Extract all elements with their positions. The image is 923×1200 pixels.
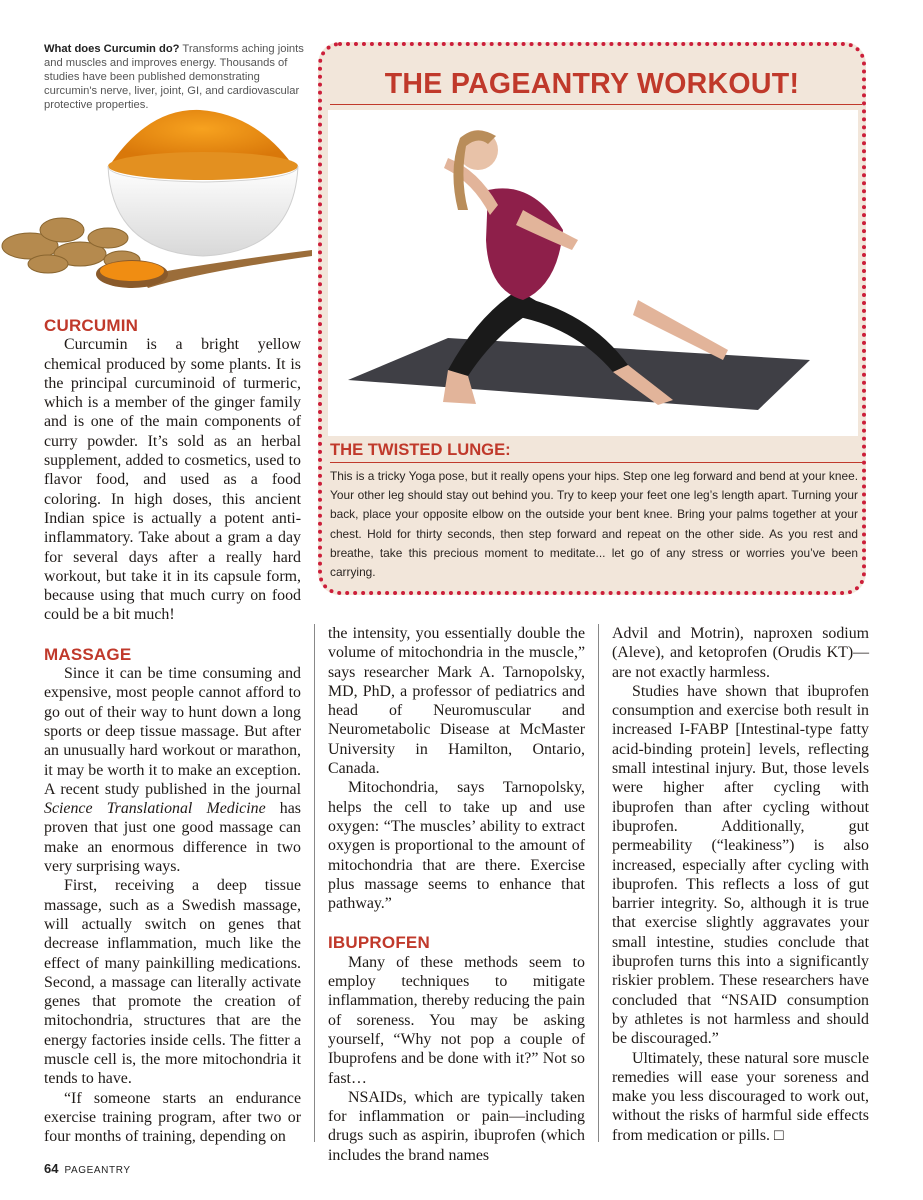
massage-paragraph-2: First, receiving a deep tissue massage, such as a Swedish massage, will actually switch on genes that decrease inflammation, much like the effect of many painkilling medications. Second, a massage can literally activate genes that promote the creation of mitochondria, structures that are the energy factories inside cells. The fitter a muscle cell is, the more mitochondria it tends to have. <box>44 877 301 1088</box>
column-1 <box>44 316 301 1146</box>
page-number: 64 <box>44 1161 59 1176</box>
callout-title-rule <box>330 104 862 105</box>
caption-text: Transforms aching joints and muscles and improves energy. Thousands of studies have been published demonstrating curcumin's nerve, liver, joint, GI, and cardiovascular protective properties. <box>44 43 304 111</box>
col2-paragraph-2: Mitochondria, says Tarnopolsky, helps the cell to take up and use oxygen: “The muscles’ ability to extract oxygen is proportional to the amount of mitochondria that are there. Exercise plus massage seems to enhance that pathway.” <box>328 779 585 913</box>
massage-paragraph-1 <box>44 664 301 876</box>
callout-text: This is a tricky Yoga pose, but it really opens your hips. Step one leg forward and bend at your knee. Your other leg should stay out behind you. Try to keep your feet one leg’s length apart. Turning your back, place your opposite elbow on the outside your bent knee. Bring your palms together at your chest. Hold for thirty seconds, then step forward and repeat on the other side. As you rest and breathe, take this precious moment to meditate... let go of any stress or worries you’ve been carrying. <box>330 469 858 580</box>
ibuprofen-heading: IBUPROFEN <box>328 933 430 953</box>
col2-paragraph-4: NSAIDs, which are typically taken for inflammation or pain—including drugs such as aspirin, ibuprofen (which includes the brand names <box>328 1088 585 1164</box>
workout-callout <box>318 42 866 595</box>
twisted-lunge-illustration <box>328 110 858 436</box>
callout-title: THE PAGEANTRY WORKOUT! <box>384 68 800 100</box>
journal-name: Science Translational Medicine <box>44 800 266 818</box>
publication-name: PAGEANTRY <box>64 1165 131 1176</box>
col2-paragraph-1: the intensity, you essentially double the volume of mitochondria in the muscle,” says researcher Mark A. Tarnopolsky, MD, PhD, a professor of pediatrics and head of Neuromuscular and Neurometabolic Disease at McMaster University in Hamilton, Ontario, Canada. <box>328 625 585 778</box>
massage-paragraph-3: “If someone starts an endurance exercise training program, after two or four months of training, depending on <box>44 1089 301 1146</box>
col3-paragraph-1: Advil and Motrin), naproxen sodium (Aleve), and ketoprofen (Orudis KT)—are not exactly harmless. <box>612 625 869 681</box>
callout-subtitle-rule <box>330 462 862 463</box>
page-footer <box>44 1161 131 1176</box>
column-divider-2 <box>598 624 599 1142</box>
column-divider-1 <box>314 624 315 1142</box>
col3-paragraph-2: Studies have shown that ibuprofen consumption and exercise both result in increased I-FABP [Intestinal-type fatty acid-binding protein] levels, reflecting small intestinal injury. But, those levels were higher after cycling with ibuprofen than after cycling without ibuprofen. Additionally, gut permeability (“leakiness”) is also increased, especially after cycling with ibuprofen. This reflects a loss of gut barrier integrity. So, although it is true that exercise slightly aggravates your small intestine, studies conclude that ibuprofen turns this into a significantly riskier problem. These researchers have concluded that “NSAID consumption by athletes is not harmless and should be discouraged.” <box>612 682 869 1048</box>
callout-subtitle: THE TWISTED LUNGE: <box>330 440 511 459</box>
massage-heading: MASSAGE <box>44 644 132 664</box>
curcumin-paragraph: Curcumin is a bright yellow chemical produced by some plants. It is the principal curcuminoid of turmeric, which is a member of the ginger family and is one of the main components of curry powder. It’s sold as an herbal supplement, added to cosmetics, used to flavor food, and used as a food coloring. In high doses, this ancient Indian spice is actually a potent anti-inflammatory. Take about a gram a day for several days after a really hard workout, but take it in its capsule form, because using that much curry on food could be a bit much! <box>44 336 301 624</box>
curcumin-caption <box>44 42 306 112</box>
yoga-photo <box>328 110 858 436</box>
curcumin-heading: CURCUMIN <box>44 316 139 335</box>
massage-p1-start: Since it can be time consuming and expensive, most people cannot afford to go out of their way to hunt down a long sports or deep tissue massage. But after an unusually hard workout or marathon, it may be worth it to make an exception. A recent study published in the journal <box>44 665 301 798</box>
turmeric-photo <box>0 104 312 304</box>
caption-lead: What does Curcumin do? <box>44 43 180 55</box>
col3-paragraph-3: Ultimately, these natural sore muscle remedies will ease your soreness and make you less discouraged to work out, without the risks of harmful side effects from medication or pills. □ <box>612 1049 869 1144</box>
column-2 <box>328 624 585 1165</box>
column-3 <box>612 624 869 1145</box>
turmeric-illustration <box>0 104 312 304</box>
col2-paragraph-3: Many of these methods seem to employ techniques to mitigate inflammation, thereby reducing the pain of soreness. You may be asking yourself, “Why not pop a couple of Ibuprofens and be done with it?” Not so fast… <box>328 953 585 1087</box>
massage-p1-end: has proven that just one good massage can make an enormous difference in two very surprising ways. <box>44 800 301 876</box>
